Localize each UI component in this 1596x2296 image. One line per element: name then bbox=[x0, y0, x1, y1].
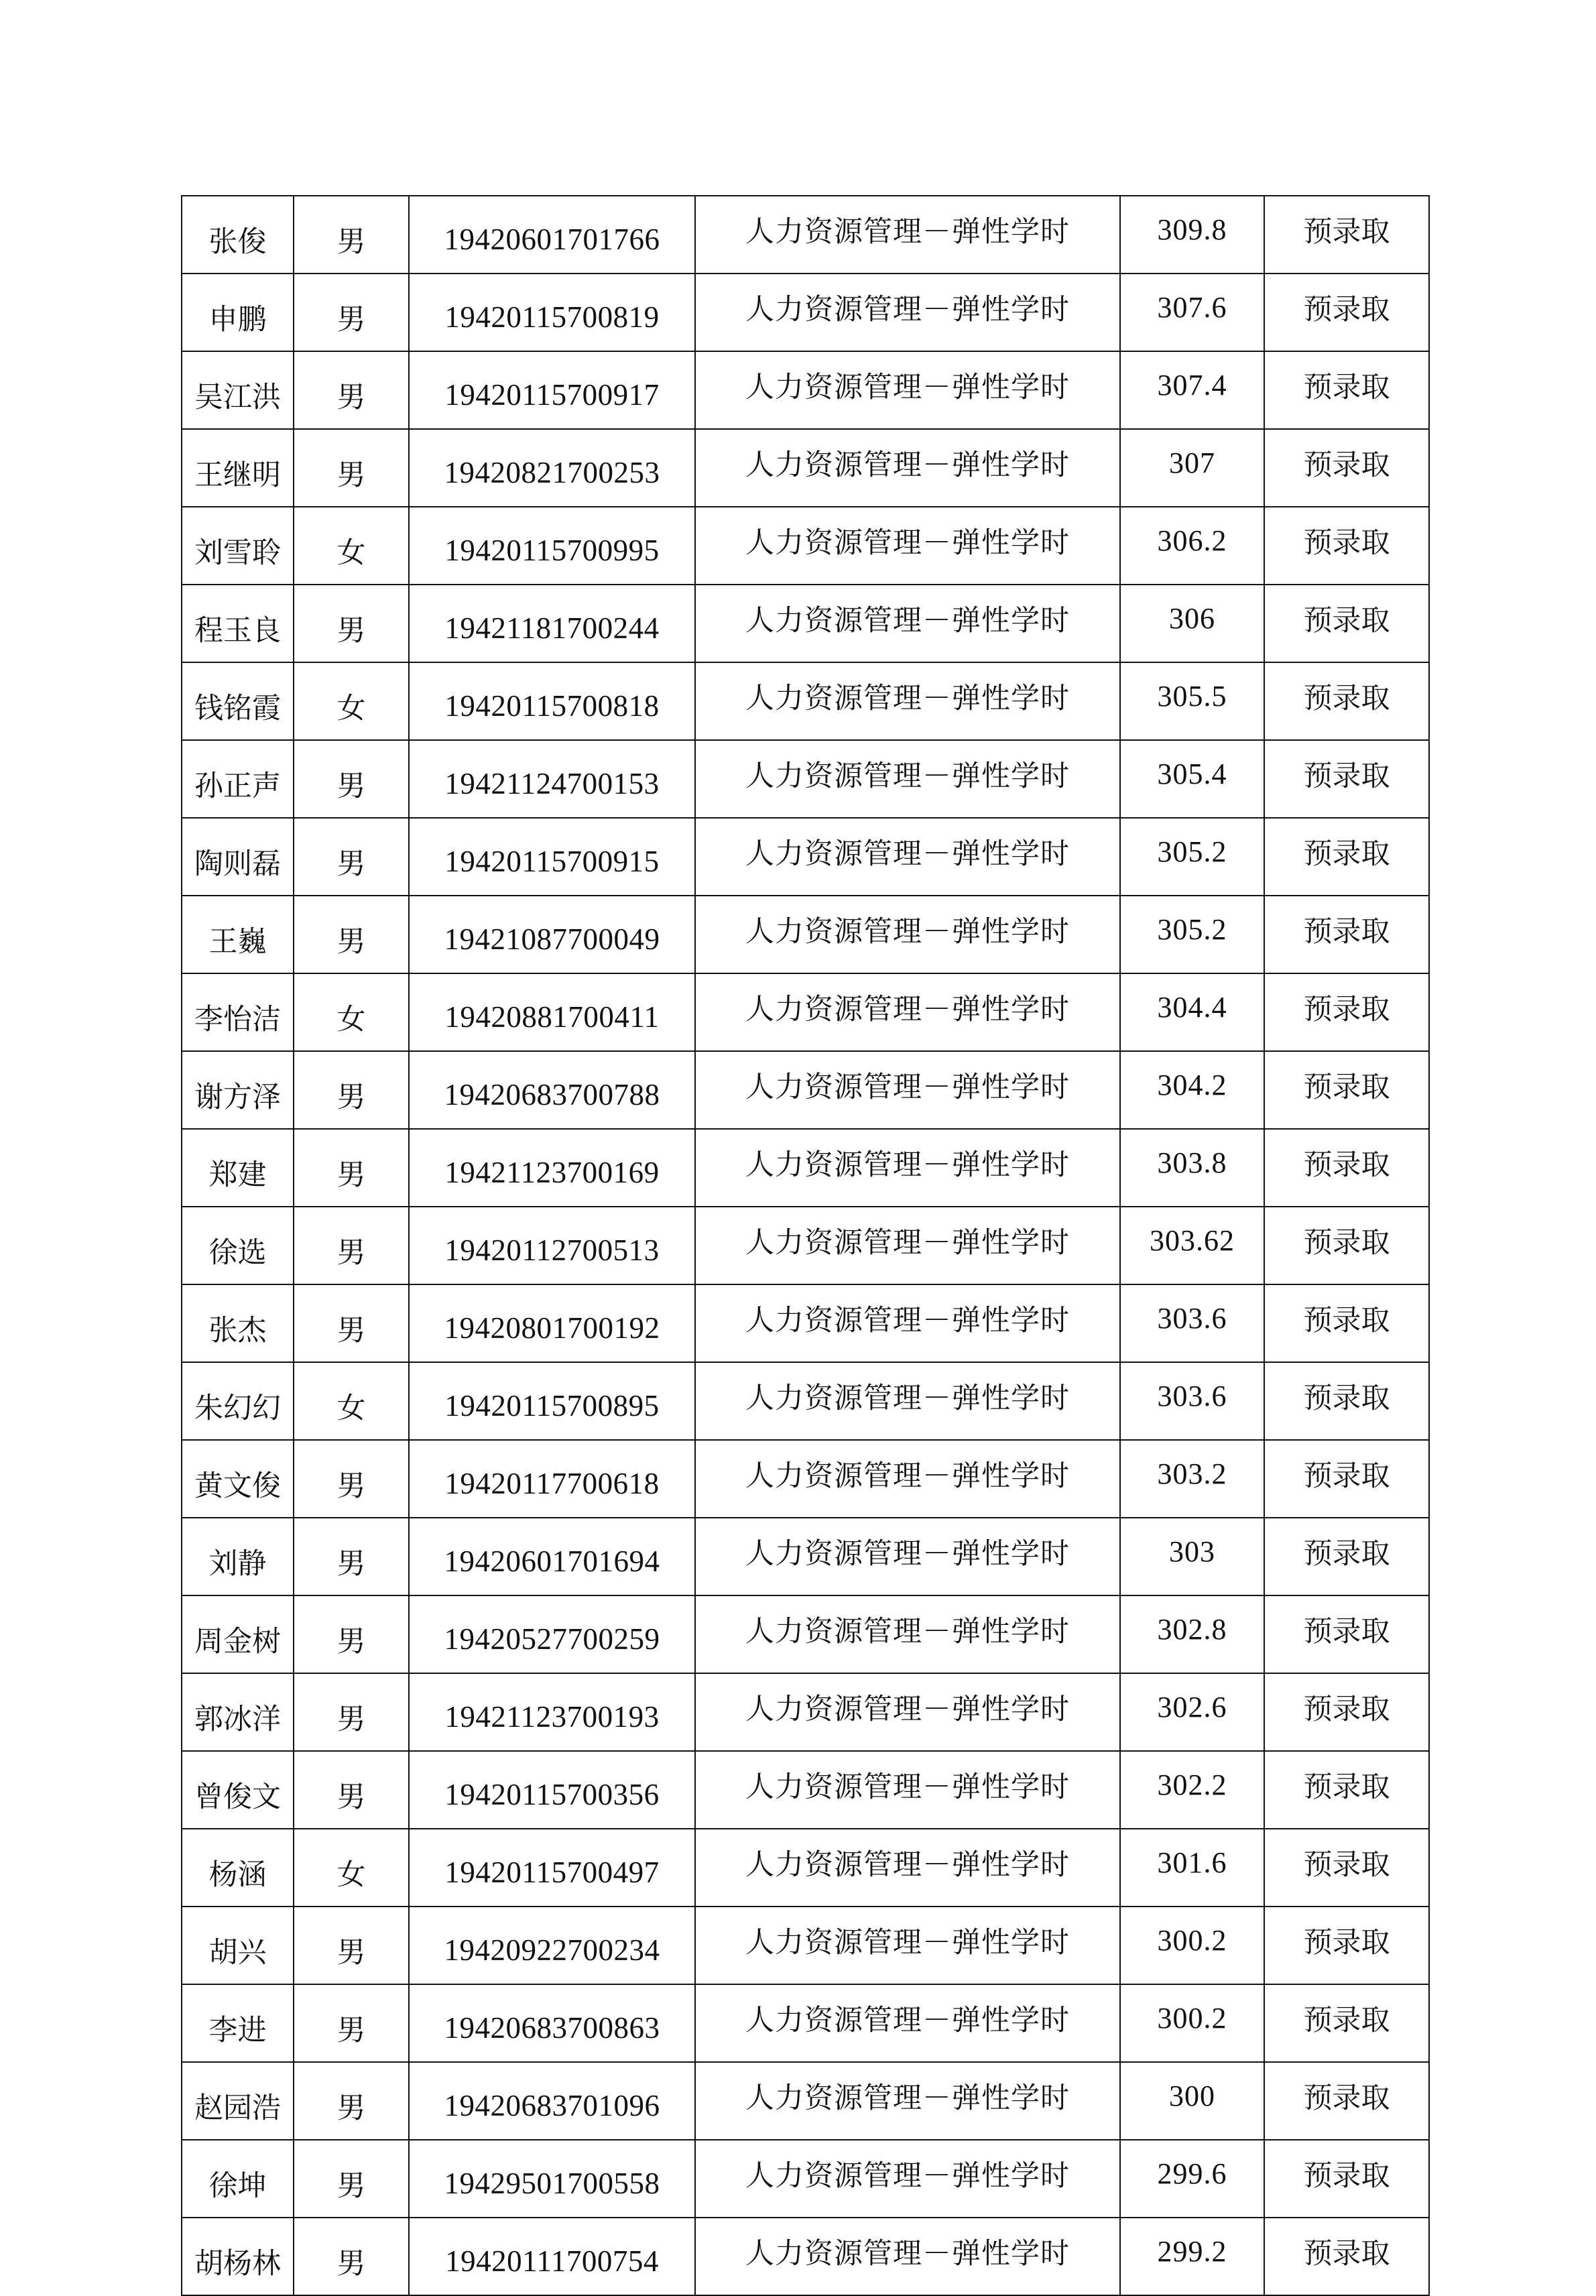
table-row bbox=[182, 1440, 1429, 1518]
major-name: 人力资源管理－弹性学时 bbox=[695, 429, 1120, 507]
major-name: 人力资源管理－弹性学时 bbox=[695, 1673, 1120, 1751]
candidate-name: 申鹏 bbox=[182, 274, 294, 351]
exam-number: 19420881700411 bbox=[409, 973, 695, 1051]
candidate-name: 徐选 bbox=[182, 1207, 294, 1284]
exam-number: 19421181700244 bbox=[409, 585, 695, 662]
major-name: 人力资源管理－弹性学时 bbox=[695, 1595, 1120, 1673]
candidate-gender: 男 bbox=[294, 740, 409, 818]
major-name: 人力资源管理－弹性学时 bbox=[695, 507, 1120, 585]
major-name: 人力资源管理－弹性学时 bbox=[695, 1907, 1120, 1984]
exam-number: 19420683700788 bbox=[409, 1051, 695, 1129]
admission-status: 预录取 bbox=[1264, 1751, 1429, 1829]
total-score: 305.4 bbox=[1120, 740, 1264, 818]
table-row bbox=[182, 507, 1429, 585]
candidate-name: 刘静 bbox=[182, 1518, 294, 1595]
major-name: 人力资源管理－弹性学时 bbox=[695, 2062, 1120, 2140]
total-score: 306 bbox=[1120, 585, 1264, 662]
exam-number: 19420922700234 bbox=[409, 1907, 695, 1984]
admission-status: 预录取 bbox=[1264, 818, 1429, 896]
candidate-gender: 男 bbox=[294, 1907, 409, 1984]
admission-status: 预录取 bbox=[1264, 429, 1429, 507]
candidate-gender: 男 bbox=[294, 2062, 409, 2140]
total-score: 309.8 bbox=[1120, 196, 1264, 274]
admission-status: 预录取 bbox=[1264, 662, 1429, 740]
exam-number: 19420801700192 bbox=[409, 1284, 695, 1362]
admission-status: 预录取 bbox=[1264, 1440, 1429, 1518]
exam-number: 19420112700513 bbox=[409, 1207, 695, 1284]
major-name: 人力资源管理－弹性学时 bbox=[695, 2218, 1120, 2295]
exam-number: 19420115700995 bbox=[409, 507, 695, 585]
total-score: 300 bbox=[1120, 2062, 1264, 2140]
table-row bbox=[182, 1673, 1429, 1751]
admission-status: 预录取 bbox=[1264, 1907, 1429, 1984]
total-score: 300.2 bbox=[1120, 1907, 1264, 1984]
exam-number: 19420683700863 bbox=[409, 1984, 695, 2062]
candidate-name: 王继明 bbox=[182, 429, 294, 507]
admission-status: 预录取 bbox=[1264, 973, 1429, 1051]
major-name: 人力资源管理－弹性学时 bbox=[695, 896, 1120, 973]
table-row bbox=[182, 1207, 1429, 1284]
total-score: 307.6 bbox=[1120, 274, 1264, 351]
table-row bbox=[182, 1984, 1429, 2062]
candidate-name: 吴江洪 bbox=[182, 351, 294, 429]
total-score: 305.2 bbox=[1120, 818, 1264, 896]
exam-number: 19420115700818 bbox=[409, 662, 695, 740]
admission-status: 预录取 bbox=[1264, 896, 1429, 973]
table-row bbox=[182, 973, 1429, 1051]
admission-status: 预录取 bbox=[1264, 1284, 1429, 1362]
major-name: 人力资源管理－弹性学时 bbox=[695, 2140, 1120, 2218]
major-name: 人力资源管理－弹性学时 bbox=[695, 1440, 1120, 1518]
table-row bbox=[182, 1284, 1429, 1362]
admission-status: 预录取 bbox=[1264, 2140, 1429, 2218]
candidate-name: 胡杨林 bbox=[182, 2218, 294, 2295]
total-score: 303.62 bbox=[1120, 1207, 1264, 1284]
major-name: 人力资源管理－弹性学时 bbox=[695, 1984, 1120, 2062]
exam-number: 19420115700895 bbox=[409, 1362, 695, 1440]
candidate-name: 黄文俊 bbox=[182, 1440, 294, 1518]
exam-number: 19421087700049 bbox=[409, 896, 695, 973]
candidate-gender: 男 bbox=[294, 1284, 409, 1362]
table-row bbox=[182, 1595, 1429, 1673]
major-name: 人力资源管理－弹性学时 bbox=[695, 1518, 1120, 1595]
exam-number: 19421124700153 bbox=[409, 740, 695, 818]
admission-status: 预录取 bbox=[1264, 1595, 1429, 1673]
total-score: 300.2 bbox=[1120, 1984, 1264, 2062]
admission-status: 预录取 bbox=[1264, 2218, 1429, 2295]
total-score: 302.2 bbox=[1120, 1751, 1264, 1829]
admission-status: 预录取 bbox=[1264, 1984, 1429, 2062]
total-score: 303.8 bbox=[1120, 1129, 1264, 1207]
admission-status: 预录取 bbox=[1264, 1829, 1429, 1907]
exam-number: 19420115700917 bbox=[409, 351, 695, 429]
admission-status: 预录取 bbox=[1264, 2062, 1429, 2140]
candidate-name: 张俊 bbox=[182, 196, 294, 274]
candidate-gender: 男 bbox=[294, 429, 409, 507]
total-score: 302.6 bbox=[1120, 1673, 1264, 1751]
candidate-name: 赵园浩 bbox=[182, 2062, 294, 2140]
total-score: 303.6 bbox=[1120, 1362, 1264, 1440]
table-row bbox=[182, 2140, 1429, 2218]
candidate-name: 郑建 bbox=[182, 1129, 294, 1207]
candidate-gender: 男 bbox=[294, 1051, 409, 1129]
major-name: 人力资源管理－弹性学时 bbox=[695, 1129, 1120, 1207]
major-name: 人力资源管理－弹性学时 bbox=[695, 740, 1120, 818]
table-row bbox=[182, 896, 1429, 973]
table-row bbox=[182, 429, 1429, 507]
candidate-gender: 男 bbox=[294, 1129, 409, 1207]
admission-status: 预录取 bbox=[1264, 1051, 1429, 1129]
exam-number: 19420115700497 bbox=[409, 1829, 695, 1907]
major-name: 人力资源管理－弹性学时 bbox=[695, 196, 1120, 274]
candidate-gender: 女 bbox=[294, 973, 409, 1051]
total-score: 307.4 bbox=[1120, 351, 1264, 429]
total-score: 299.2 bbox=[1120, 2218, 1264, 2295]
candidate-name: 朱幻幻 bbox=[182, 1362, 294, 1440]
candidate-name: 李进 bbox=[182, 1984, 294, 2062]
exam-number: 19421123700169 bbox=[409, 1129, 695, 1207]
major-name: 人力资源管理－弹性学时 bbox=[695, 1829, 1120, 1907]
candidate-gender: 女 bbox=[294, 1829, 409, 1907]
exam-number: 19420683701096 bbox=[409, 2062, 695, 2140]
exam-number: 19420115700915 bbox=[409, 818, 695, 896]
candidate-gender: 男 bbox=[294, 2140, 409, 2218]
exam-number: 19420821700253 bbox=[409, 429, 695, 507]
table-row bbox=[182, 585, 1429, 662]
table-row bbox=[182, 274, 1429, 351]
major-name: 人力资源管理－弹性学时 bbox=[695, 818, 1120, 896]
admission-status: 预录取 bbox=[1264, 196, 1429, 274]
candidate-gender: 男 bbox=[294, 1751, 409, 1829]
candidate-gender: 男 bbox=[294, 2218, 409, 2295]
candidate-name: 杨涵 bbox=[182, 1829, 294, 1907]
table-row bbox=[182, 1907, 1429, 1984]
candidate-name: 郭冰洋 bbox=[182, 1673, 294, 1751]
table-row bbox=[182, 351, 1429, 429]
admission-status: 预录取 bbox=[1264, 274, 1429, 351]
candidate-name: 胡兴 bbox=[182, 1907, 294, 1984]
table-row bbox=[182, 1829, 1429, 1907]
admission-status: 预录取 bbox=[1264, 507, 1429, 585]
admission-table bbox=[181, 195, 1430, 2296]
candidate-gender: 男 bbox=[294, 1518, 409, 1595]
candidate-name: 谢方泽 bbox=[182, 1051, 294, 1129]
candidate-gender: 女 bbox=[294, 1362, 409, 1440]
exam-number: 19421123700193 bbox=[409, 1673, 695, 1751]
candidate-gender: 男 bbox=[294, 1984, 409, 2062]
candidate-name: 刘雪聆 bbox=[182, 507, 294, 585]
candidate-name: 陶则磊 bbox=[182, 818, 294, 896]
major-name: 人力资源管理－弹性学时 bbox=[695, 1207, 1120, 1284]
admission-status: 预录取 bbox=[1264, 1518, 1429, 1595]
major-name: 人力资源管理－弹性学时 bbox=[695, 351, 1120, 429]
candidate-gender: 男 bbox=[294, 196, 409, 274]
candidate-gender: 男 bbox=[294, 1207, 409, 1284]
table-body bbox=[182, 196, 1429, 2295]
total-score: 304.2 bbox=[1120, 1051, 1264, 1129]
admission-status: 预录取 bbox=[1264, 585, 1429, 662]
total-score: 305.2 bbox=[1120, 896, 1264, 973]
candidate-name: 曾俊文 bbox=[182, 1751, 294, 1829]
candidate-gender: 男 bbox=[294, 274, 409, 351]
table-row bbox=[182, 662, 1429, 740]
major-name: 人力资源管理－弹性学时 bbox=[695, 1362, 1120, 1440]
major-name: 人力资源管理－弹性学时 bbox=[695, 1284, 1120, 1362]
candidate-gender: 男 bbox=[294, 1595, 409, 1673]
candidate-name: 张杰 bbox=[182, 1284, 294, 1362]
total-score: 303.6 bbox=[1120, 1284, 1264, 1362]
admission-status: 预录取 bbox=[1264, 351, 1429, 429]
major-name: 人力资源管理－弹性学时 bbox=[695, 973, 1120, 1051]
table-row bbox=[182, 1129, 1429, 1207]
candidate-name: 周金树 bbox=[182, 1595, 294, 1673]
total-score: 306.2 bbox=[1120, 507, 1264, 585]
major-name: 人力资源管理－弹性学时 bbox=[695, 274, 1120, 351]
admission-status: 预录取 bbox=[1264, 1129, 1429, 1207]
table-row bbox=[182, 1051, 1429, 1129]
exam-number: 19420117700618 bbox=[409, 1440, 695, 1518]
candidate-gender: 男 bbox=[294, 818, 409, 896]
candidate-name: 钱铭霞 bbox=[182, 662, 294, 740]
admission-status: 预录取 bbox=[1264, 1673, 1429, 1751]
table-row bbox=[182, 196, 1429, 274]
table-row bbox=[182, 2218, 1429, 2295]
candidate-name: 李怡洁 bbox=[182, 973, 294, 1051]
candidate-gender: 女 bbox=[294, 662, 409, 740]
exam-number: 19420527700259 bbox=[409, 1595, 695, 1673]
major-name: 人力资源管理－弹性学时 bbox=[695, 585, 1120, 662]
exam-number: 19420111700754 bbox=[409, 2218, 695, 2295]
major-name: 人力资源管理－弹性学时 bbox=[695, 662, 1120, 740]
candidate-gender: 女 bbox=[294, 507, 409, 585]
exam-number: 19420601701694 bbox=[409, 1518, 695, 1595]
table-row bbox=[182, 1362, 1429, 1440]
total-score: 307 bbox=[1120, 429, 1264, 507]
total-score: 302.8 bbox=[1120, 1595, 1264, 1673]
candidate-gender: 男 bbox=[294, 896, 409, 973]
candidate-name: 徐坤 bbox=[182, 2140, 294, 2218]
candidate-name: 程玉良 bbox=[182, 585, 294, 662]
total-score: 301.6 bbox=[1120, 1829, 1264, 1907]
table-row bbox=[182, 1518, 1429, 1595]
exam-number: 19420115700819 bbox=[409, 274, 695, 351]
exam-number: 19429501700558 bbox=[409, 2140, 695, 2218]
total-score: 305.5 bbox=[1120, 662, 1264, 740]
total-score: 303 bbox=[1120, 1518, 1264, 1595]
total-score: 299.6 bbox=[1120, 2140, 1264, 2218]
candidate-name: 王巍 bbox=[182, 896, 294, 973]
exam-number: 19420601701766 bbox=[409, 196, 695, 274]
admission-status: 预录取 bbox=[1264, 740, 1429, 818]
major-name: 人力资源管理－弹性学时 bbox=[695, 1751, 1120, 1829]
candidate-gender: 男 bbox=[294, 351, 409, 429]
candidate-gender: 男 bbox=[294, 1673, 409, 1751]
total-score: 304.4 bbox=[1120, 973, 1264, 1051]
candidate-gender: 男 bbox=[294, 585, 409, 662]
table-row bbox=[182, 1751, 1429, 1829]
candidate-name: 孙正声 bbox=[182, 740, 294, 818]
major-name: 人力资源管理－弹性学时 bbox=[695, 1051, 1120, 1129]
table-row bbox=[182, 2062, 1429, 2140]
table-row bbox=[182, 740, 1429, 818]
admission-status: 预录取 bbox=[1264, 1362, 1429, 1440]
candidate-gender: 男 bbox=[294, 1440, 409, 1518]
total-score: 303.2 bbox=[1120, 1440, 1264, 1518]
table-row bbox=[182, 818, 1429, 896]
exam-number: 19420115700356 bbox=[409, 1751, 695, 1829]
admission-status: 预录取 bbox=[1264, 1207, 1429, 1284]
